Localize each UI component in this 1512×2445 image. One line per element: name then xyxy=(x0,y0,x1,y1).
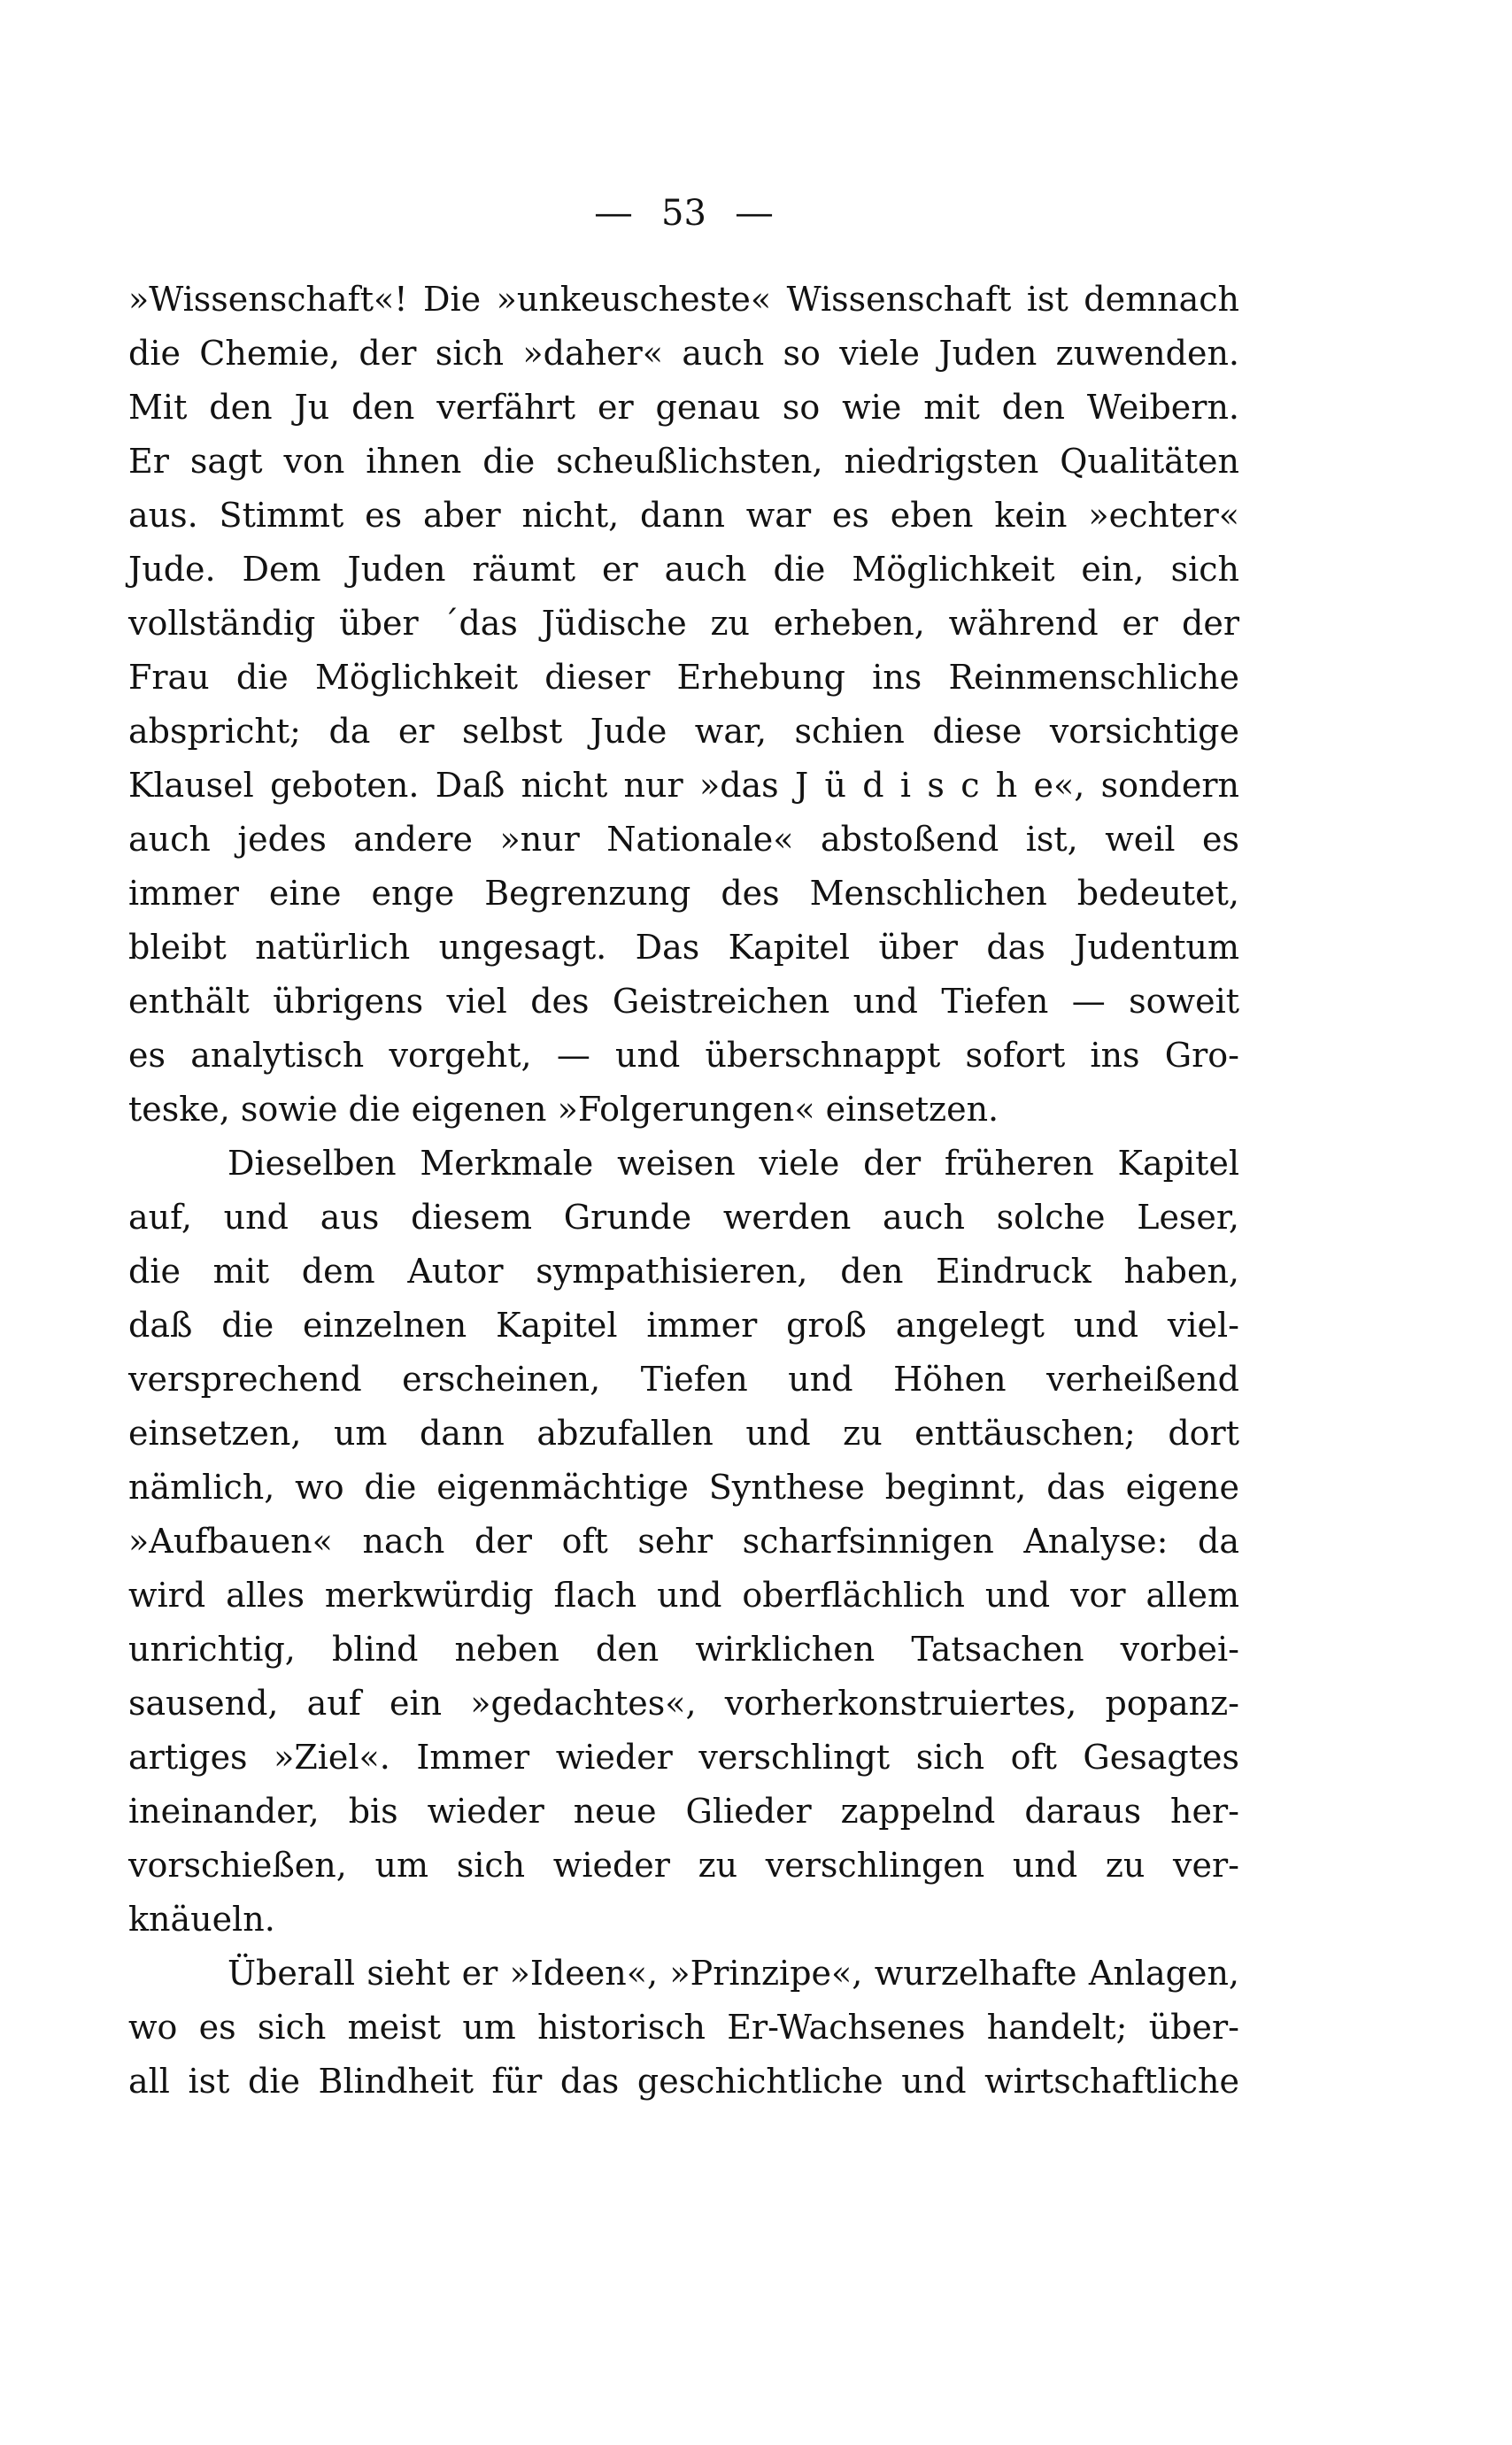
text-line: Jude. Dem Juden räumt er auch die Möglichkeit ein, sich xyxy=(128,550,1239,589)
text-line: Frau die Möglichkeit dieser Erhebung ins Reinmenschliche xyxy=(128,658,1239,697)
text-line: es analytisch vorgeht, — und überschnappt sofort ins Gro- xyxy=(128,1036,1239,1075)
text-line: die Chemie, der sich »daher« auch so viele Juden zuwenden. xyxy=(128,334,1239,373)
text-line: auf, und aus diesem Grunde werden auch solche Leser, xyxy=(128,1198,1239,1237)
text-line: bleibt natürlich ungesagt. Das Kapitel über das Judentum xyxy=(128,928,1239,967)
text-line: vollständig über ´das Jüdische zu erheben, während er der xyxy=(128,604,1239,643)
text-line: artiges »Ziel«. Immer wieder verschlingt sich oft Gesagtes xyxy=(128,1738,1239,1777)
text-line: nämlich, wo die eigenmächtige Synthese beginnt, das eigene xyxy=(128,1468,1239,1507)
text-line: aus. Stimmt es aber nicht, dann war es eben kein »echter« xyxy=(128,496,1239,535)
text-line: Mit den Ju den verfährt er genau so wie mit den Weibern. xyxy=(128,388,1239,427)
text-line-paragraph-end: teske, sowie die eigenen »Folgerungen« einsetzen. xyxy=(128,1090,999,1129)
body-text-block xyxy=(128,273,1239,2109)
text-line: sausend, auf ein »gedachtes«, vorherkonstruiertes, popanz- xyxy=(128,1684,1239,1723)
text-line: auch jedes andere »nur Nationale« abstoßend ist, weil es xyxy=(128,820,1239,859)
header-dash-right: — xyxy=(734,193,774,234)
text-line-paragraph-start: Dieselben Merkmale weisen viele der früheren Kapitel xyxy=(228,1144,1239,1183)
text-line-paragraph-start: Überall sieht er »Ideen«, »Prinzipe«, wurzelhafte Anlagen, xyxy=(228,1954,1239,1993)
text-line-paragraph-end: knäueln. xyxy=(128,1900,275,1939)
text-line: »Wissenschaft«! Die »unkeuscheste« Wissenschaft ist demnach xyxy=(128,280,1239,319)
text-line: unrichtig, blind neben den wirklichen Tatsachen vorbei- xyxy=(128,1630,1239,1669)
text-line: wo es sich meist um historisch Er-Wachsenes handelt; über- xyxy=(128,2008,1239,2047)
text-line: abspricht; da er selbst Jude war, schien diese vorsichtige xyxy=(128,712,1239,751)
text-line: enthält übrigens viel des Geistreichen und Tiefen — soweit xyxy=(128,982,1239,1021)
page-header xyxy=(128,193,1239,234)
text-line: immer eine enge Begrenzung des Menschlichen bedeutet, xyxy=(128,874,1239,913)
text-line: vorschießen, um sich wieder zu verschlingen und zu ver- xyxy=(128,1846,1239,1885)
text-line: wird alles merkwürdig flach und oberflächlich und vor allem xyxy=(128,1576,1239,1615)
page-number: 53 xyxy=(661,193,706,234)
text-line: die mit dem Autor sympathisieren, den Eindruck haben, xyxy=(128,1252,1239,1291)
text-line: ineinander, bis wieder neue Glieder zappelnd daraus her- xyxy=(128,1792,1239,1831)
header-dash-left: — xyxy=(594,193,634,234)
text-line: all ist die Blindheit für das geschichtliche und wirtschaftliche xyxy=(128,2062,1239,2101)
text-line: Er sagt von ihnen die scheußlichsten, niedrigsten Qualitäten xyxy=(128,442,1239,481)
text-line: »Aufbauen« nach der oft sehr scharfsinnigen Analyse: da xyxy=(128,1522,1239,1561)
text-line: einsetzen, um dann abzufallen und zu enttäuschen; dort xyxy=(128,1414,1239,1453)
text-line: daß die einzelnen Kapitel immer groß angelegt und viel- xyxy=(128,1306,1239,1345)
text-line: Klausel geboten. Daß nicht nur »das J ü d i s c h e«, sondern xyxy=(128,766,1239,805)
text-line: versprechend erscheinen, Tiefen und Höhen verheißend xyxy=(128,1360,1239,1399)
